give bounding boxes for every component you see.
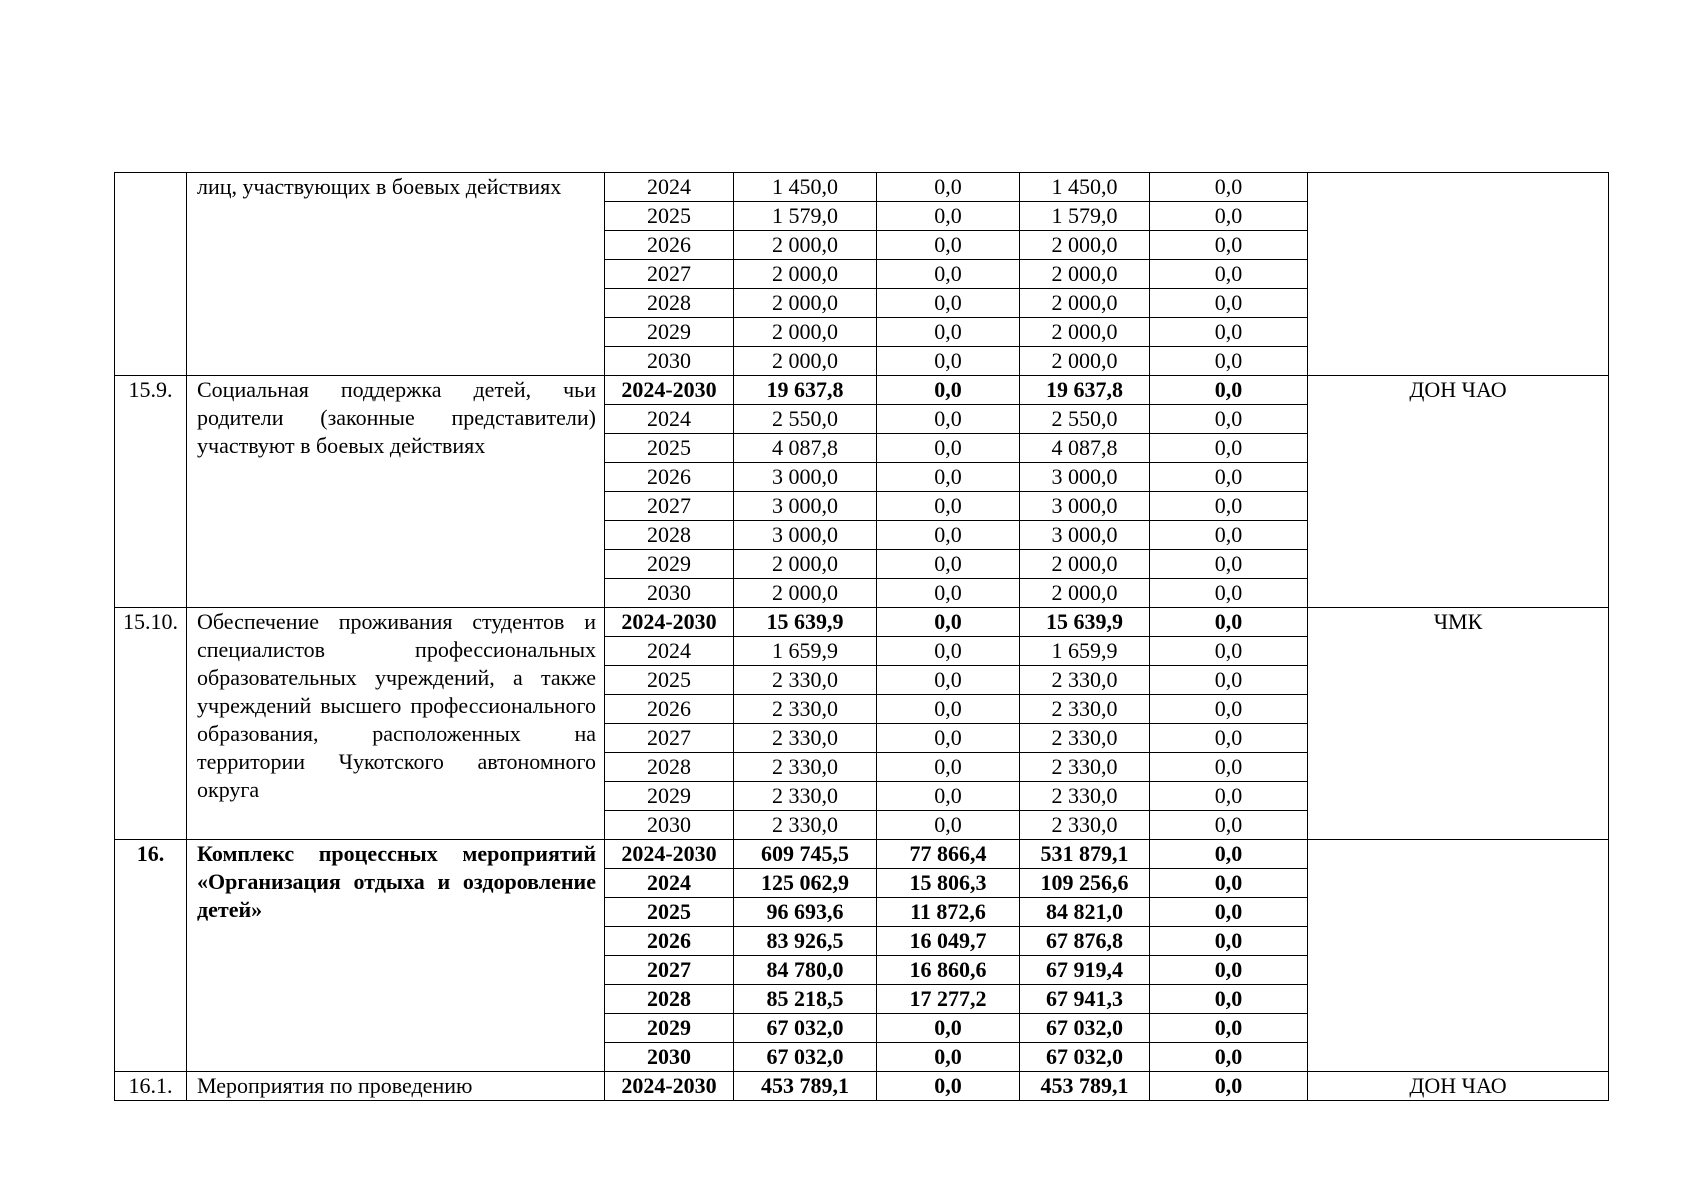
total-cell: 2 330,0 [734,782,877,811]
total-cell: 67 032,0 [734,1043,877,1072]
period-cell: 2026 [605,463,734,492]
total-cell: 2 000,0 [734,347,877,376]
federal-budget-cell: 16 049,7 [877,927,1020,956]
other-sources-cell: 0,0 [1150,666,1308,695]
period-cell: 2029 [605,782,734,811]
federal-budget-cell: 0,0 [877,666,1020,695]
period-cell: 2029 [605,318,734,347]
total-cell: 1 579,0 [734,202,877,231]
budget-table [114,172,1609,1101]
item-name: Социальная поддержка детей, чьи родители (законные представители) участвуют в боевых действиях [187,376,605,608]
federal-budget-cell: 0,0 [877,463,1020,492]
table-row [115,1072,1609,1101]
regional-budget-cell: 2 330,0 [1020,782,1150,811]
period-cell: 2025 [605,202,734,231]
total-cell: 2 330,0 [734,724,877,753]
other-sources-cell: 0,0 [1150,1043,1308,1072]
total-cell: 2 000,0 [734,289,877,318]
period-cell: 2030 [605,347,734,376]
regional-budget-cell: 67 032,0 [1020,1014,1150,1043]
regional-budget-cell: 67 941,3 [1020,985,1150,1014]
federal-budget-cell: 0,0 [877,1014,1020,1043]
period-cell: 2030 [605,579,734,608]
total-cell: 2 330,0 [734,811,877,840]
regional-budget-cell: 2 000,0 [1020,318,1150,347]
total-cell: 2 000,0 [734,550,877,579]
total-cell: 85 218,5 [734,985,877,1014]
period-cell: 2028 [605,985,734,1014]
federal-budget-cell: 0,0 [877,376,1020,405]
federal-budget-cell: 17 277,2 [877,985,1020,1014]
regional-budget-cell: 2 330,0 [1020,666,1150,695]
period-cell: 2024-2030 [605,608,734,637]
total-cell: 2 550,0 [734,405,877,434]
other-sources-cell: 0,0 [1150,376,1308,405]
period-cell: 2026 [605,927,734,956]
regional-budget-cell: 84 821,0 [1020,898,1150,927]
period-cell: 2029 [605,1014,734,1043]
period-cell: 2027 [605,492,734,521]
regional-budget-cell: 2 330,0 [1020,724,1150,753]
period-cell: 2026 [605,695,734,724]
period-cell: 2030 [605,811,734,840]
other-sources-cell: 0,0 [1150,811,1308,840]
other-sources-cell: 0,0 [1150,1014,1308,1043]
period-cell: 2027 [605,724,734,753]
other-sources-cell: 0,0 [1150,724,1308,753]
federal-budget-cell: 0,0 [877,521,1020,550]
regional-budget-cell: 2 000,0 [1020,579,1150,608]
total-cell: 2 000,0 [734,260,877,289]
other-sources-cell: 0,0 [1150,347,1308,376]
executor-cell: ЧМК [1308,608,1609,840]
regional-budget-cell: 67 919,4 [1020,956,1150,985]
regional-budget-cell: 15 639,9 [1020,608,1150,637]
item-number: 16. [115,840,187,1072]
table-row [115,376,1609,405]
executor-cell [1308,173,1609,376]
period-cell: 2027 [605,260,734,289]
federal-budget-cell: 0,0 [877,492,1020,521]
total-cell: 2 000,0 [734,579,877,608]
regional-budget-cell: 2 330,0 [1020,753,1150,782]
regional-budget-cell: 3 000,0 [1020,492,1150,521]
federal-budget-cell: 0,0 [877,434,1020,463]
item-number: 15.9. [115,376,187,608]
other-sources-cell: 0,0 [1150,231,1308,260]
federal-budget-cell: 0,0 [877,405,1020,434]
federal-budget-cell: 0,0 [877,173,1020,202]
other-sources-cell: 0,0 [1150,869,1308,898]
total-cell: 3 000,0 [734,463,877,492]
federal-budget-cell: 0,0 [877,260,1020,289]
other-sources-cell: 0,0 [1150,579,1308,608]
period-cell: 2030 [605,1043,734,1072]
total-cell: 1 450,0 [734,173,877,202]
other-sources-cell: 0,0 [1150,463,1308,492]
total-cell: 67 032,0 [734,1014,877,1043]
federal-budget-cell: 0,0 [877,724,1020,753]
regional-budget-cell: 3 000,0 [1020,463,1150,492]
executor-cell: ДОН ЧАО [1308,1072,1609,1101]
other-sources-cell: 0,0 [1150,695,1308,724]
regional-budget-cell: 1 579,0 [1020,202,1150,231]
table-row [115,840,1609,869]
federal-budget-cell: 15 806,3 [877,869,1020,898]
period-cell: 2024-2030 [605,840,734,869]
regional-budget-cell: 2 000,0 [1020,347,1150,376]
other-sources-cell: 0,0 [1150,318,1308,347]
other-sources-cell: 0,0 [1150,202,1308,231]
regional-budget-cell: 4 087,8 [1020,434,1150,463]
other-sources-cell: 0,0 [1150,985,1308,1014]
period-cell: 2027 [605,956,734,985]
federal-budget-cell: 0,0 [877,695,1020,724]
item-name: Мероприятия по проведению [187,1072,605,1101]
total-cell: 15 639,9 [734,608,877,637]
federal-budget-cell: 0,0 [877,753,1020,782]
federal-budget-cell: 0,0 [877,202,1020,231]
executor-cell [1308,840,1609,1072]
federal-budget-cell: 77 866,4 [877,840,1020,869]
item-number [115,173,187,376]
regional-budget-cell: 67 032,0 [1020,1043,1150,1072]
other-sources-cell: 0,0 [1150,927,1308,956]
other-sources-cell: 0,0 [1150,492,1308,521]
period-cell: 2024-2030 [605,1072,734,1101]
other-sources-cell: 0,0 [1150,260,1308,289]
federal-budget-cell: 0,0 [877,231,1020,260]
other-sources-cell: 0,0 [1150,521,1308,550]
item-name: лиц, участвующих в боевых действиях [187,173,605,376]
other-sources-cell: 0,0 [1150,840,1308,869]
item-number: 15.10. [115,608,187,840]
regional-budget-cell: 2 550,0 [1020,405,1150,434]
period-cell: 2025 [605,898,734,927]
regional-budget-cell: 1 659,9 [1020,637,1150,666]
executor-cell: ДОН ЧАО [1308,376,1609,608]
period-cell: 2028 [605,289,734,318]
other-sources-cell: 0,0 [1150,434,1308,463]
other-sources-cell: 0,0 [1150,956,1308,985]
regional-budget-cell: 109 256,6 [1020,869,1150,898]
total-cell: 609 745,5 [734,840,877,869]
item-name: Обеспечение проживания студентов и специалистов профессиональных образовательных учреждений, а также учреждений высшего профессионального образования, расположенных на территории Чукотского автономного округа [187,608,605,840]
regional-budget-cell: 2 000,0 [1020,231,1150,260]
period-cell: 2024 [605,637,734,666]
total-cell: 19 637,8 [734,376,877,405]
federal-budget-cell: 11 872,6 [877,898,1020,927]
table-row [115,608,1609,637]
federal-budget-cell: 16 860,6 [877,956,1020,985]
total-cell: 96 693,6 [734,898,877,927]
period-cell: 2024 [605,405,734,434]
federal-budget-cell: 0,0 [877,550,1020,579]
regional-budget-cell: 2 000,0 [1020,260,1150,289]
regional-budget-cell: 67 876,8 [1020,927,1150,956]
federal-budget-cell: 0,0 [877,318,1020,347]
total-cell: 1 659,9 [734,637,877,666]
federal-budget-cell: 0,0 [877,1072,1020,1101]
other-sources-cell: 0,0 [1150,1072,1308,1101]
regional-budget-cell: 2 330,0 [1020,811,1150,840]
total-cell: 2 330,0 [734,666,877,695]
total-cell: 83 926,5 [734,927,877,956]
total-cell: 2 330,0 [734,753,877,782]
regional-budget-cell: 1 450,0 [1020,173,1150,202]
period-cell: 2028 [605,521,734,550]
federal-budget-cell: 0,0 [877,579,1020,608]
regional-budget-cell: 531 879,1 [1020,840,1150,869]
period-cell: 2026 [605,231,734,260]
federal-budget-cell: 0,0 [877,347,1020,376]
other-sources-cell: 0,0 [1150,289,1308,318]
other-sources-cell: 0,0 [1150,637,1308,666]
federal-budget-cell: 0,0 [877,289,1020,318]
federal-budget-cell: 0,0 [877,608,1020,637]
other-sources-cell: 0,0 [1150,753,1308,782]
period-cell: 2025 [605,434,734,463]
other-sources-cell: 0,0 [1150,550,1308,579]
regional-budget-cell: 2 000,0 [1020,289,1150,318]
total-cell: 2 330,0 [734,695,877,724]
federal-budget-cell: 0,0 [877,637,1020,666]
period-cell: 2028 [605,753,734,782]
total-cell: 3 000,0 [734,521,877,550]
total-cell: 3 000,0 [734,492,877,521]
period-cell: 2024 [605,173,734,202]
item-number: 16.1. [115,1072,187,1101]
period-cell: 2024-2030 [605,376,734,405]
other-sources-cell: 0,0 [1150,898,1308,927]
federal-budget-cell: 0,0 [877,1043,1020,1072]
other-sources-cell: 0,0 [1150,405,1308,434]
regional-budget-cell: 19 637,8 [1020,376,1150,405]
total-cell: 2 000,0 [734,318,877,347]
total-cell: 453 789,1 [734,1072,877,1101]
regional-budget-cell: 2 000,0 [1020,550,1150,579]
other-sources-cell: 0,0 [1150,782,1308,811]
other-sources-cell: 0,0 [1150,608,1308,637]
regional-budget-cell: 453 789,1 [1020,1072,1150,1101]
total-cell: 2 000,0 [734,231,877,260]
federal-budget-cell: 0,0 [877,811,1020,840]
total-cell: 84 780,0 [734,956,877,985]
regional-budget-cell: 2 330,0 [1020,695,1150,724]
period-cell: 2029 [605,550,734,579]
period-cell: 2025 [605,666,734,695]
period-cell: 2024 [605,869,734,898]
federal-budget-cell: 0,0 [877,782,1020,811]
regional-budget-cell: 3 000,0 [1020,521,1150,550]
total-cell: 125 062,9 [734,869,877,898]
item-name: Комплекс процессных мероприятий «Организация отдыха и оздоровление детей» [187,840,605,1072]
table-row [115,173,1609,202]
other-sources-cell: 0,0 [1150,173,1308,202]
total-cell: 4 087,8 [734,434,877,463]
